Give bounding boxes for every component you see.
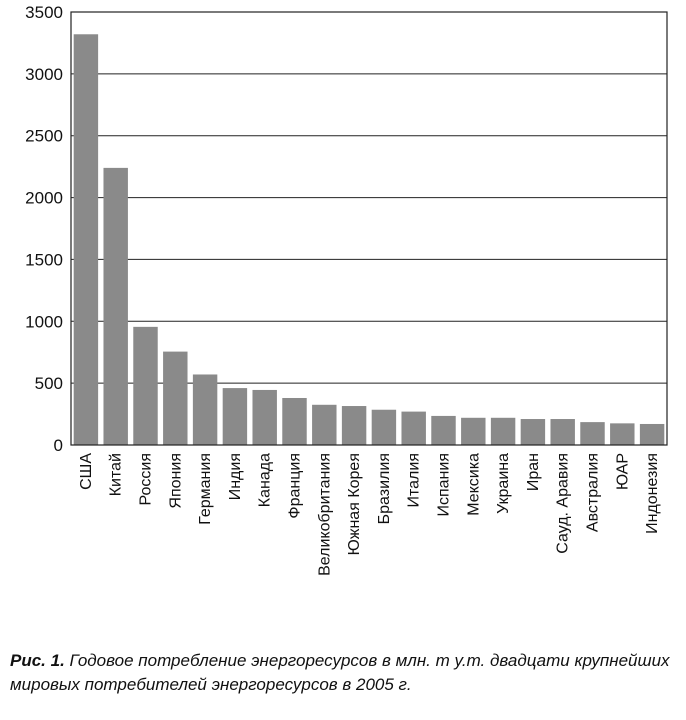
x-category-label: Индия [226, 453, 244, 501]
y-tick-label: 1500 [25, 250, 63, 270]
bar [252, 390, 276, 445]
gridlines [71, 74, 667, 383]
y-tick-label: 2500 [25, 126, 63, 146]
bar [223, 388, 247, 445]
x-axis-labels [78, 453, 661, 576]
x-category-label: Испания [435, 453, 453, 517]
figure-caption [10, 649, 680, 697]
x-category-label: Франция [286, 453, 304, 519]
y-tick-label: 2000 [25, 188, 63, 208]
x-category-label: Канада [256, 453, 274, 508]
bar [133, 327, 157, 445]
y-tick-label: 3000 [25, 64, 63, 84]
bar [74, 34, 98, 445]
bar [431, 416, 455, 445]
x-category-label: Бразилия [375, 453, 393, 525]
x-category-label: Германия [197, 453, 215, 525]
bar [521, 419, 545, 445]
y-tick-label: 0 [53, 436, 63, 455]
y-tick-label: 3500 [25, 3, 63, 22]
caption-label: Рис. 1. [10, 651, 65, 670]
bar [103, 168, 127, 445]
x-category-label: Украина [495, 452, 513, 514]
x-category-label: Индонезия [644, 453, 662, 534]
bar [163, 352, 187, 445]
y-axis-ticks [25, 3, 63, 455]
caption-text: Годовое потребление энергоресурсов в млн. т у.т. двадцати крупнейших мировых потребителей энергоресурсов в 2005 г. [10, 651, 670, 694]
x-category-label: Япония [167, 453, 185, 509]
x-category-label: Австралия [584, 453, 602, 533]
bar [401, 412, 425, 445]
bar [282, 398, 306, 445]
bar [580, 422, 604, 445]
x-category-label: Италия [405, 453, 423, 508]
bar [342, 406, 366, 445]
bar [491, 418, 515, 445]
bar [312, 405, 336, 445]
x-category-label: Мексика [465, 453, 483, 516]
bar [640, 424, 664, 445]
x-category-label: Сауд. Аравия [554, 453, 572, 554]
plot-frame [71, 12, 667, 445]
x-category-label: Великобритания [316, 453, 334, 576]
y-tick-label: 1000 [25, 312, 63, 332]
bar [372, 410, 396, 445]
x-category-label: Иран [524, 453, 542, 492]
x-category-label: ЮАР [614, 453, 632, 490]
bar [550, 419, 574, 445]
x-category-label: Южная Корея [346, 453, 364, 556]
y-tick-label: 500 [34, 374, 63, 394]
bar [193, 374, 217, 445]
x-category-label: Китай [107, 453, 125, 497]
bar [461, 418, 485, 445]
bar [610, 423, 634, 445]
x-category-label: США [77, 453, 95, 490]
x-category-label: Россия [137, 453, 155, 506]
